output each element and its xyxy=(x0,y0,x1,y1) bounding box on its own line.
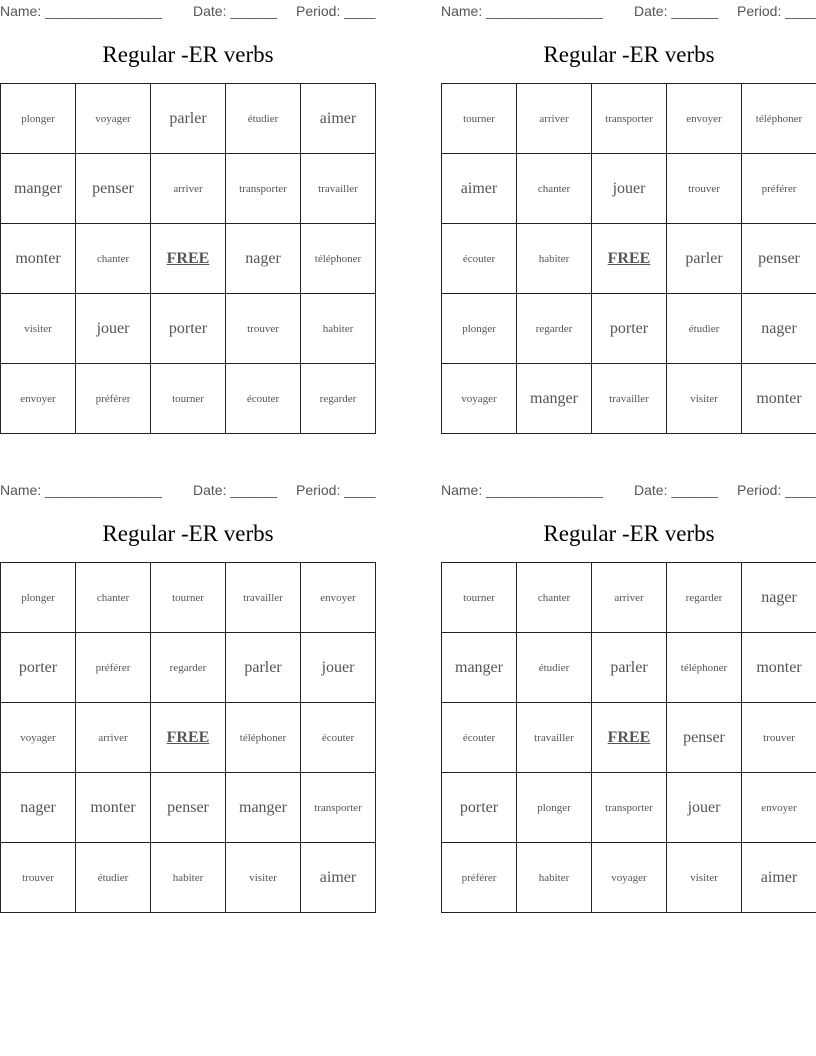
verb-cell: écouter xyxy=(442,224,517,294)
bingo-grid xyxy=(0,83,376,434)
verb-cell: aimer xyxy=(742,843,816,913)
verb-cell: nager xyxy=(742,563,816,633)
student-info-header xyxy=(441,479,816,501)
verb-cell: voyager xyxy=(76,84,151,154)
verb-cell: visiter xyxy=(667,843,742,913)
verb-cell: parler xyxy=(667,224,742,294)
verb-cell: habiter xyxy=(517,843,592,913)
verb-cell: tourner xyxy=(442,84,517,154)
verb-cell: trouver xyxy=(742,703,816,773)
verb-cell: plonger xyxy=(1,84,76,154)
period-field: Period: ____ xyxy=(296,482,376,498)
verb-cell: trouver xyxy=(667,154,742,224)
verb-cell: nager xyxy=(742,294,816,364)
verb-cell: trouver xyxy=(1,843,76,913)
verb-cell: chanter xyxy=(517,563,592,633)
verb-cell: tourner xyxy=(151,364,226,434)
grid-row xyxy=(1,563,376,633)
verb-cell: penser xyxy=(76,154,151,224)
verb-cell: écouter xyxy=(226,364,301,434)
verb-cell: transporter xyxy=(226,154,301,224)
verb-cell: habiter xyxy=(151,843,226,913)
date-field: Date: ______ xyxy=(193,482,278,498)
verb-cell: étudier xyxy=(226,84,301,154)
verb-cell: étudier xyxy=(667,294,742,364)
period-field: Period: ____ xyxy=(737,482,816,498)
verb-cell: nager xyxy=(1,773,76,843)
verb-cell: travailler xyxy=(517,703,592,773)
student-info-header xyxy=(0,479,376,501)
grid-row xyxy=(1,703,376,773)
verb-cell: travailler xyxy=(592,364,667,434)
verb-cell: monter xyxy=(76,773,151,843)
grid-row xyxy=(442,294,816,364)
grid-row xyxy=(1,773,376,843)
verb-cell: voyager xyxy=(592,843,667,913)
verb-cell: préférer xyxy=(76,633,151,703)
verb-cell: téléphoner xyxy=(667,633,742,703)
name-field: Name: _______________ xyxy=(441,482,603,498)
student-info-header xyxy=(0,0,376,22)
verb-cell: manger xyxy=(442,633,517,703)
verb-cell: étudier xyxy=(517,633,592,703)
grid-row xyxy=(442,773,816,843)
verb-cell: porter xyxy=(442,773,517,843)
verb-cell: téléphoner xyxy=(742,84,816,154)
verb-cell: envoyer xyxy=(667,84,742,154)
verb-cell: manger xyxy=(517,364,592,434)
verb-cell: regarder xyxy=(301,364,376,434)
verb-cell: regarder xyxy=(667,563,742,633)
verb-cell: transporter xyxy=(592,773,667,843)
verb-cell: préférer xyxy=(742,154,816,224)
free-space-cell: FREE xyxy=(151,703,226,773)
bingo-grid xyxy=(441,83,816,434)
verb-cell: téléphoner xyxy=(226,703,301,773)
grid-row xyxy=(1,224,376,294)
free-space-cell: FREE xyxy=(592,224,667,294)
verb-cell: jouer xyxy=(301,633,376,703)
student-info-header xyxy=(441,0,816,22)
verb-cell: chanter xyxy=(76,563,151,633)
verb-cell: aimer xyxy=(442,154,517,224)
grid-row xyxy=(442,84,816,154)
verb-cell: monter xyxy=(1,224,76,294)
verb-cell: arriver xyxy=(151,154,226,224)
grid-row xyxy=(442,154,816,224)
verb-cell: chanter xyxy=(517,154,592,224)
free-space-cell: FREE xyxy=(151,224,226,294)
card-title: Regular -ER verbs xyxy=(543,42,715,67)
verb-cell: téléphoner xyxy=(301,224,376,294)
card-title: Regular -ER verbs xyxy=(102,521,274,546)
verb-cell: voyager xyxy=(1,703,76,773)
name-field: Name: _______________ xyxy=(0,482,162,498)
verb-cell: porter xyxy=(592,294,667,364)
verb-cell: porter xyxy=(1,633,76,703)
verb-cell: envoyer xyxy=(301,563,376,633)
grid-row xyxy=(442,364,816,434)
verb-cell: manger xyxy=(226,773,301,843)
verb-cell: penser xyxy=(667,703,742,773)
verb-cell: préférer xyxy=(76,364,151,434)
verb-cell: travailler xyxy=(226,563,301,633)
verb-cell: écouter xyxy=(442,703,517,773)
verb-cell: nager xyxy=(226,224,301,294)
period-field: Period: ____ xyxy=(296,3,376,19)
bingo-card-1 xyxy=(0,0,376,405)
verb-cell: aimer xyxy=(301,84,376,154)
date-field: Date: ______ xyxy=(193,3,278,19)
grid-row xyxy=(1,364,376,434)
verb-cell: trouver xyxy=(226,294,301,364)
period-field: Period: ____ xyxy=(737,3,816,19)
verb-cell: plonger xyxy=(517,773,592,843)
verb-cell: jouer xyxy=(76,294,151,364)
verb-cell: envoyer xyxy=(742,773,816,843)
verb-cell: regarder xyxy=(151,633,226,703)
verb-cell: préférer xyxy=(442,843,517,913)
verb-cell: porter xyxy=(151,294,226,364)
verb-cell: parler xyxy=(226,633,301,703)
name-field: Name: _______________ xyxy=(0,3,162,19)
verb-cell: parler xyxy=(592,633,667,703)
name-field: Name: _______________ xyxy=(441,3,603,19)
bingo-card-2 xyxy=(441,0,816,407)
grid-row xyxy=(442,703,816,773)
verb-cell: tourner xyxy=(442,563,517,633)
verb-cell: habiter xyxy=(301,294,376,364)
verb-cell: arriver xyxy=(592,563,667,633)
card-title: Regular -ER verbs xyxy=(102,42,274,67)
verb-cell: voyager xyxy=(442,364,517,434)
verb-cell: étudier xyxy=(76,843,151,913)
verb-cell: transporter xyxy=(301,773,376,843)
verb-cell: arriver xyxy=(517,84,592,154)
grid-row xyxy=(1,294,376,364)
verb-cell: travailler xyxy=(301,154,376,224)
bingo-grid xyxy=(441,562,816,913)
verb-cell: écouter xyxy=(301,703,376,773)
verb-cell: parler xyxy=(151,84,226,154)
grid-row xyxy=(1,843,376,913)
verb-cell: tourner xyxy=(151,563,226,633)
verb-cell: jouer xyxy=(592,154,667,224)
card-title: Regular -ER verbs xyxy=(543,521,715,546)
grid-row xyxy=(442,563,816,633)
verb-cell: plonger xyxy=(1,563,76,633)
verb-cell: arriver xyxy=(76,703,151,773)
grid-row xyxy=(1,84,376,154)
verb-cell: monter xyxy=(742,633,816,703)
verb-cell: manger xyxy=(1,154,76,224)
date-field: Date: ______ xyxy=(634,482,719,498)
verb-cell: plonger xyxy=(442,294,517,364)
verb-cell: chanter xyxy=(76,224,151,294)
verb-cell: habiter xyxy=(517,224,592,294)
verb-cell: regarder xyxy=(517,294,592,364)
verb-cell: jouer xyxy=(667,773,742,843)
verb-cell: penser xyxy=(151,773,226,843)
free-space-cell: FREE xyxy=(592,703,667,773)
grid-row xyxy=(1,154,376,224)
bingo-card-4 xyxy=(441,479,816,886)
verb-cell: envoyer xyxy=(1,364,76,434)
verb-cell: visiter xyxy=(1,294,76,364)
verb-cell: aimer xyxy=(301,843,376,913)
verb-cell: visiter xyxy=(667,364,742,434)
date-field: Date: ______ xyxy=(634,3,719,19)
verb-cell: transporter xyxy=(592,84,667,154)
verb-cell: visiter xyxy=(226,843,301,913)
verb-cell: penser xyxy=(742,224,816,294)
bingo-card-3 xyxy=(0,479,376,886)
grid-row xyxy=(442,843,816,913)
bingo-grid xyxy=(0,562,376,913)
verb-cell: monter xyxy=(742,364,816,434)
grid-row xyxy=(1,633,376,703)
grid-row xyxy=(442,633,816,703)
grid-row xyxy=(442,224,816,294)
